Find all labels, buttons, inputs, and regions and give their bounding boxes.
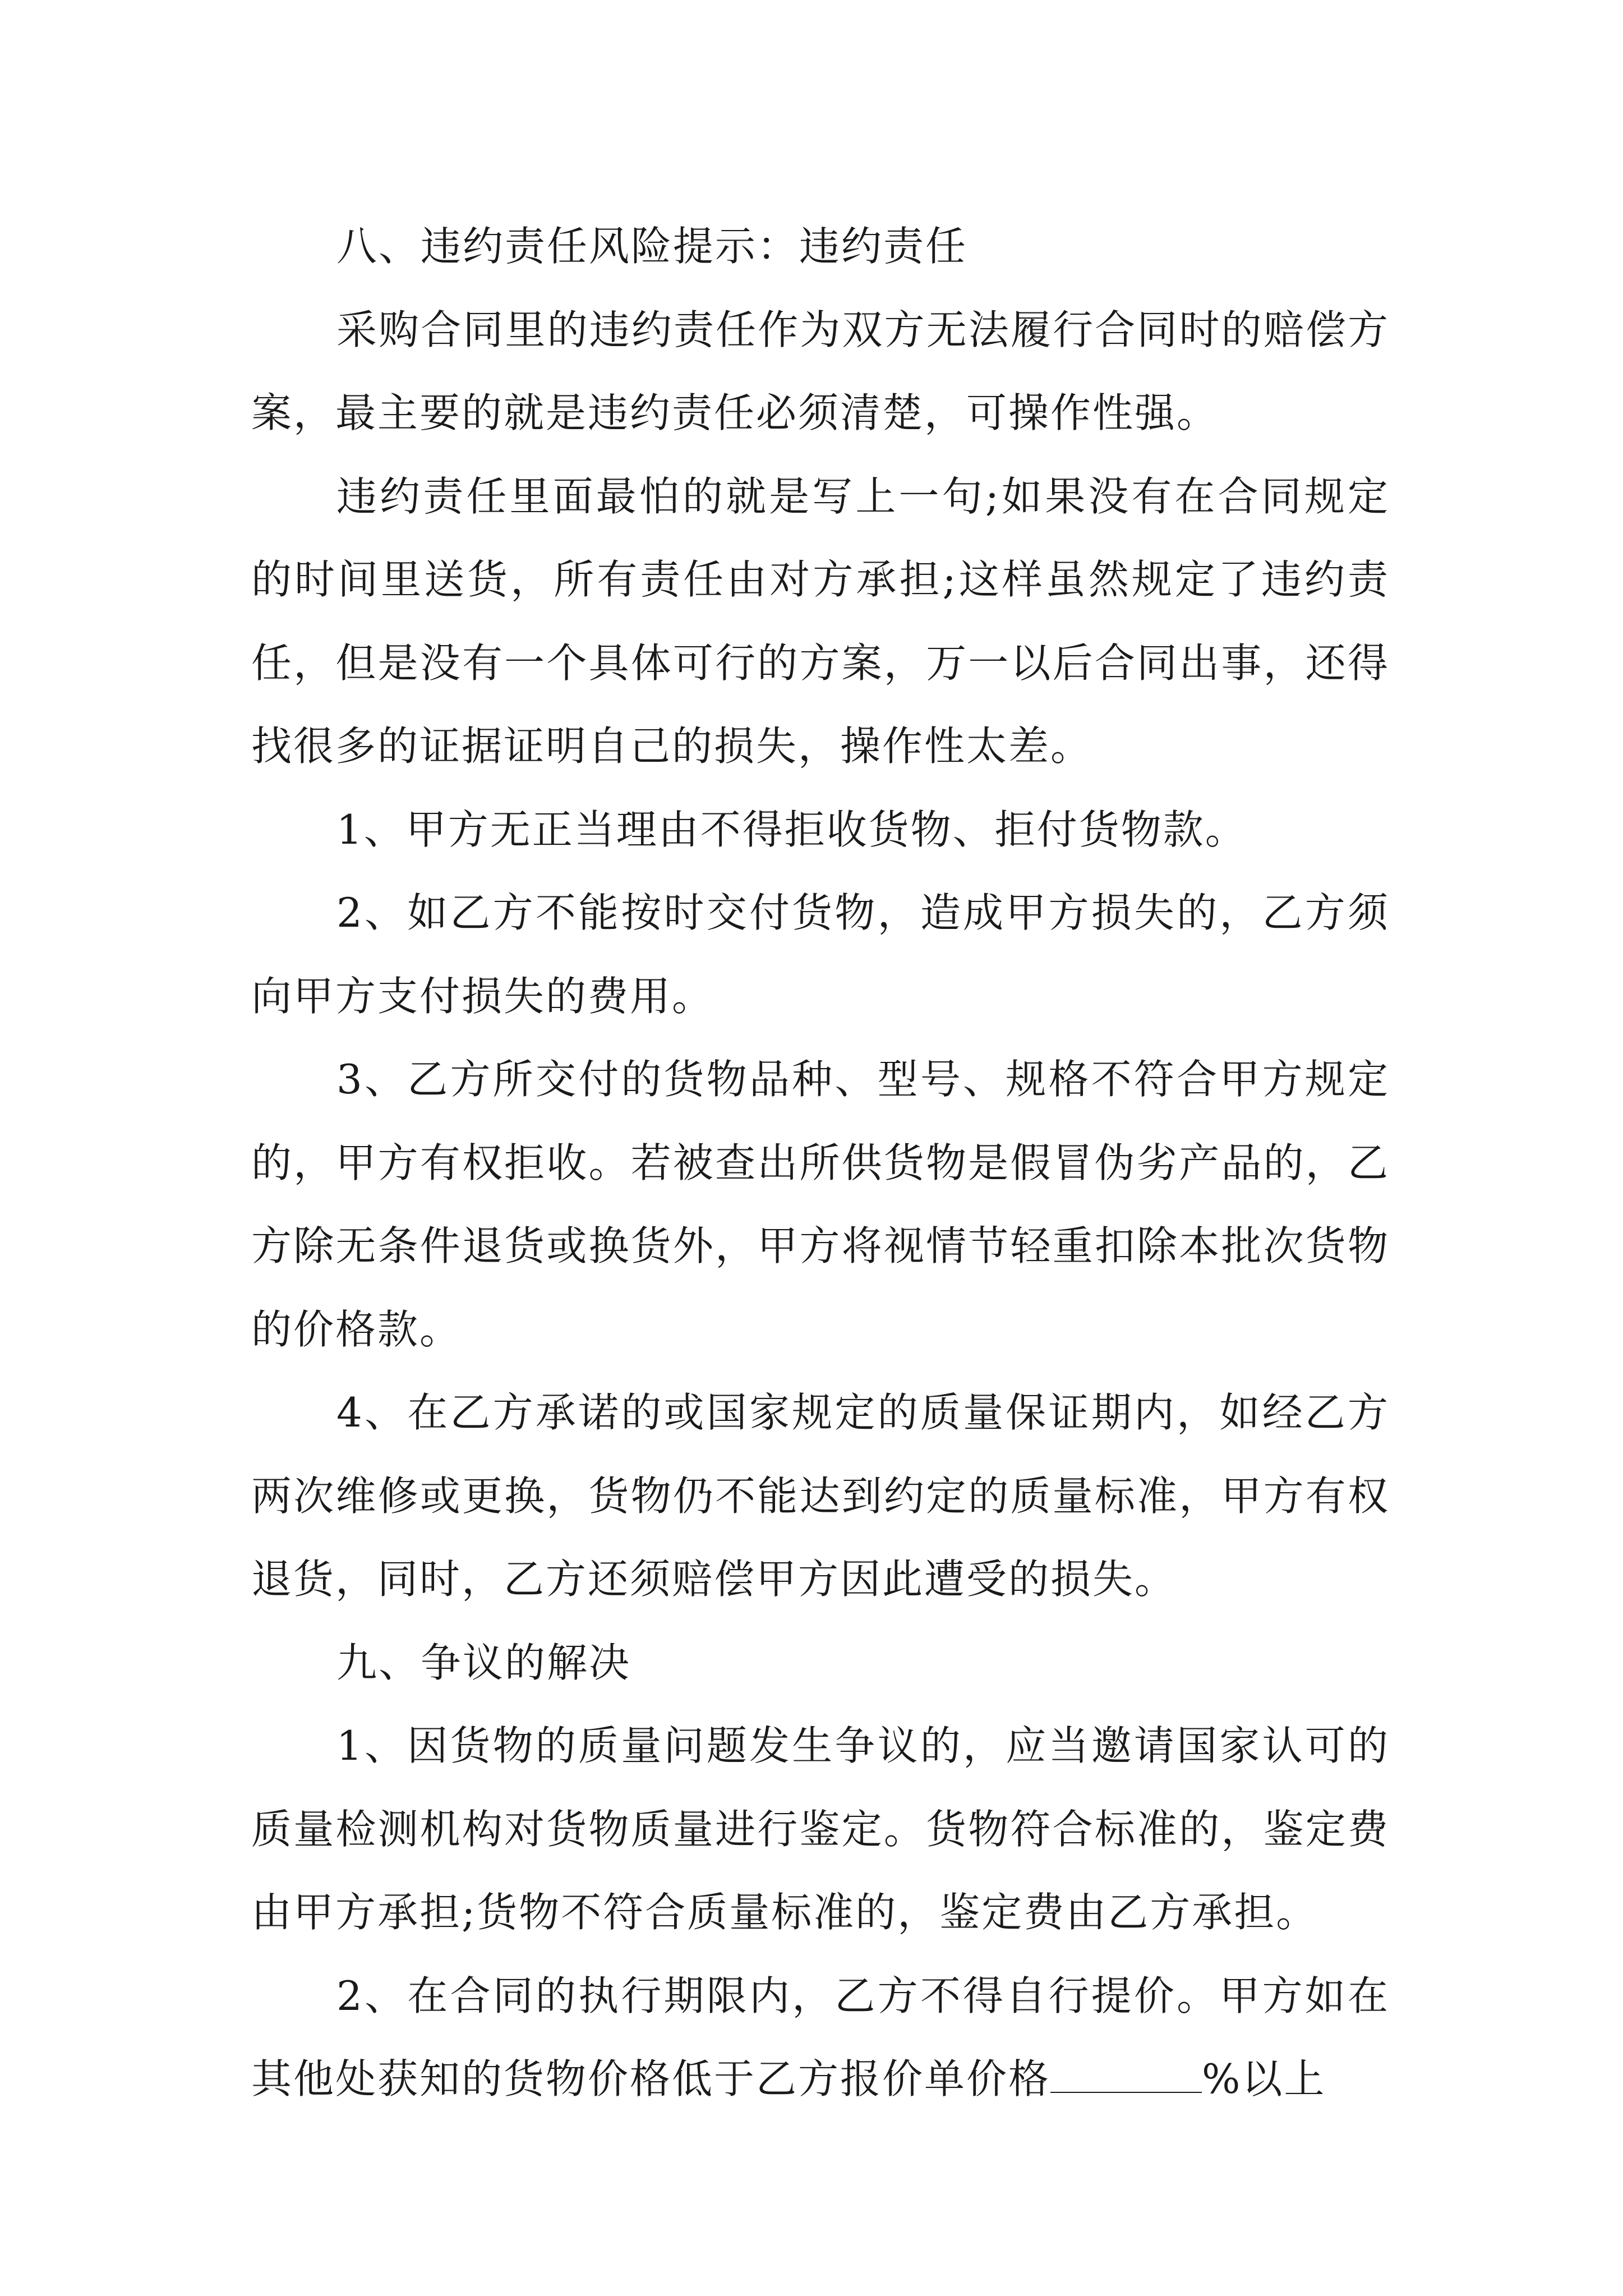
section-8-intro-paragraph: 采购合同里的违约责任作为双方无法履行合同时的赔偿方案，最主要的就是违约责任必须清楚，可操作性强。 — [251, 306, 1390, 436]
fill-in-blank — [1050, 2053, 1202, 2093]
section-8-clause-1: 1、甲方无正当理由不得拒收货物、拒付货物款。 — [336, 806, 1247, 853]
section-9-clause-2 — [251, 1954, 1390, 2121]
section-9-clause-2-suffix: %以上 — [1202, 2055, 1326, 2102]
section-9-clause-2-text: 2、在合同的执行期限内，乙方不得自行提价。甲方如在其他处获知的货物价格低于乙方报价单价格 — [251, 1972, 1390, 2102]
section-9-clause-1: 1、因货物的质量问题发生争议的，应当邀请国家认可的质量检测机构对货物质量进行鉴定。货物符合标准的，鉴定费由甲方承担;货物不符合质量标准的，鉴定费由乙方承担。 — [251, 1722, 1390, 1936]
section-9-heading: 九、争议的解决 — [336, 1639, 631, 1686]
section-8-clause-4: 4、在乙方承诺的或国家规定的质量保证期内，如经乙方两次维修或更换，货物仍不能达到约定的质量标准，甲方有权退货，同时，乙方还须赔偿甲方因此遭受的损失。 — [251, 1389, 1390, 1603]
section-8-heading: 八、违约责任风险提示：违约责任 — [336, 223, 968, 270]
section-8-clause-3: 3、乙方所交付的货物品种、型号、规格不符合甲方规定的，甲方有权拒收。若被查出所供货物是假冒伪劣产品的，乙方除无条件退货或换货外，甲方将视情节轻重扣除本批次货物的价格款。 — [251, 1056, 1390, 1353]
section-8-clause-2: 2、如乙方不能按时交付货物，造成甲方损失的，乙方须向甲方支付损失的费用。 — [251, 889, 1390, 1020]
document-body — [251, 205, 1390, 2121]
section-8-intro-paragraph: 违约责任里面最怕的就是写上一句;如果没有在合同规定的时间里送货，所有责任由对方承担;这样虽然规定了违约责任，但是没有一个具体可行的方案，万一以后合同出事，还得找很多的证据证明自己的损失，操作性太差。 — [251, 472, 1390, 770]
